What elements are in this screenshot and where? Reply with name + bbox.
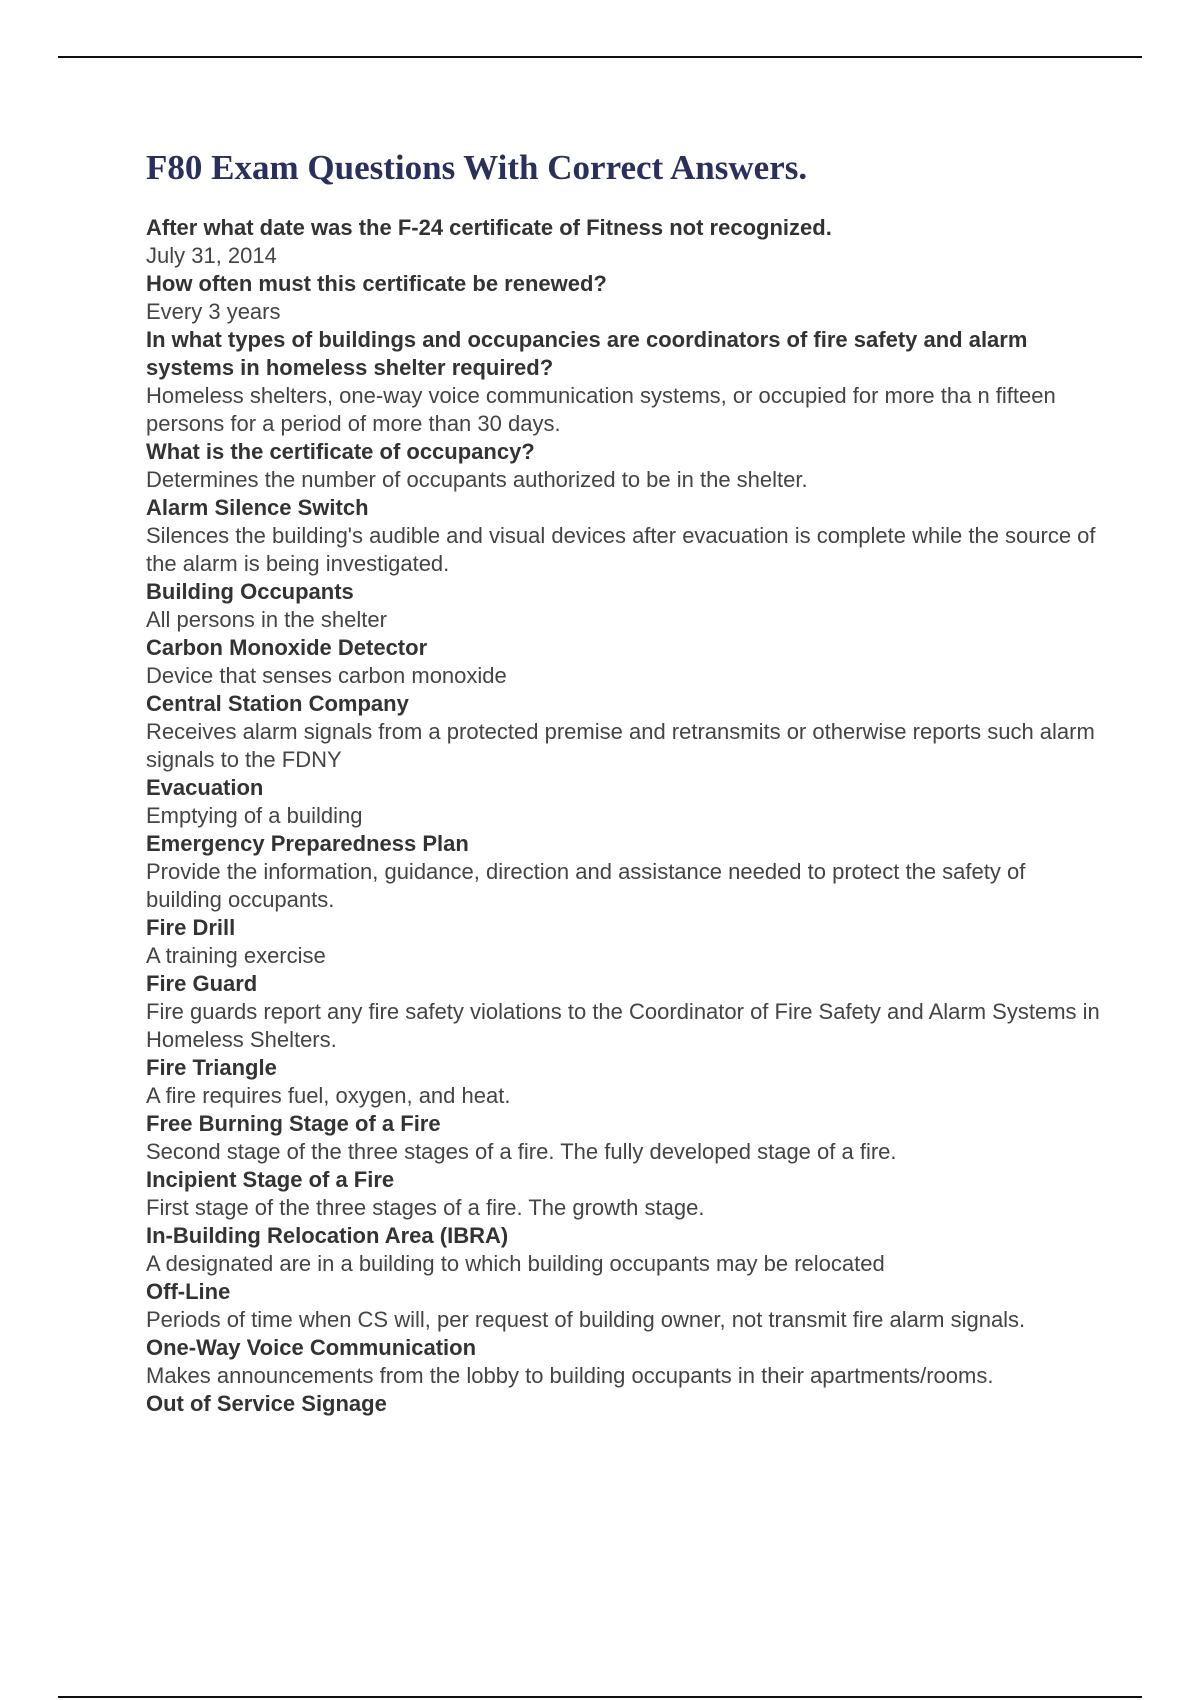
answer-definition: A training exercise — [146, 943, 326, 968]
question-term: Alarm Silence Switch — [146, 495, 369, 520]
qa-item — [146, 494, 1106, 578]
answer-definition: Second stage of the three stages of a fire. The fully developed stage of a fire. — [146, 1139, 897, 1164]
answer-definition: Provide the information, guidance, direction and assistance needed to protect the safety of building occupants. — [146, 859, 1026, 912]
question-term: Out of Service Signage — [146, 1391, 387, 1416]
question-term: Fire Guard — [146, 971, 258, 996]
qa-item — [146, 774, 1106, 830]
question-term: Fire Triangle — [146, 1055, 277, 1080]
question-term: Incipient Stage of a Fire — [146, 1167, 395, 1192]
qa-item — [146, 270, 1106, 326]
answer-definition: Silences the building's audible and visual devices after evacuation is complete while the source of the alarm is being investigated. — [146, 523, 1096, 576]
qa-item — [146, 1334, 1106, 1390]
answer-definition: Emptying of a building — [146, 803, 363, 828]
qa-item — [146, 914, 1106, 970]
page-content — [146, 144, 1106, 1418]
question-term: How often must this certificate be renewed? — [146, 271, 607, 296]
qa-item — [146, 634, 1106, 690]
answer-definition: Determines the number of occupants authorized to be in the shelter. — [146, 467, 808, 492]
qa-item — [146, 1390, 1106, 1418]
answer-definition: Fire guards report any fire safety violations to the Coordinator of Fire Safety and Alarm Systems in Homeless Shelters. — [146, 999, 1100, 1052]
page-title: F80 Exam Questions With Correct Answers. — [146, 148, 808, 187]
question-term: What is the certificate of occupancy? — [146, 439, 535, 464]
qa-item — [146, 1222, 1106, 1278]
qa-item — [146, 326, 1106, 438]
question-term: Evacuation — [146, 775, 264, 800]
answer-definition: Every 3 years — [146, 299, 281, 324]
answer-definition: Periods of time when CS will, per request of building owner, not transmit fire alarm signals. — [146, 1307, 1026, 1332]
answer-definition: Makes announcements from the lobby to building occupants in their apartments/rooms. — [146, 1363, 994, 1388]
qa-item — [146, 970, 1106, 1054]
qa-item — [146, 214, 1106, 270]
qa-item — [146, 830, 1106, 914]
question-term: Off-Line — [146, 1279, 231, 1304]
question-term: After what date was the F-24 certificate of Fitness not recognized. — [146, 215, 832, 240]
qa-list — [146, 214, 1106, 1418]
answer-definition: A fire requires fuel, oxygen, and heat. — [146, 1083, 511, 1108]
answer-definition: Device that senses carbon monoxide — [146, 663, 507, 688]
question-term: One-Way Voice Communication — [146, 1335, 477, 1360]
qa-item — [146, 690, 1106, 774]
answer-definition: Receives alarm signals from a protected premise and retransmits or otherwise reports such alarm signals to the FDNY — [146, 719, 1095, 772]
question-term: In-Building Relocation Area (IBRA) — [146, 1223, 509, 1248]
qa-item — [146, 1054, 1106, 1110]
top-rule — [58, 56, 1142, 58]
question-term: Fire Drill — [146, 915, 236, 940]
qa-item — [146, 578, 1106, 634]
question-term: Central Station Company — [146, 691, 409, 716]
answer-definition: All persons in the shelter — [146, 607, 387, 632]
answer-definition: First stage of the three stages of a fire. The growth stage. — [146, 1195, 705, 1220]
question-term: In what types of buildings and occupancies are coordinators of fire safety and alarm systems in homeless shelter required? — [146, 327, 1028, 380]
bottom-rule — [58, 1696, 1142, 1698]
question-term: Emergency Preparedness Plan — [146, 831, 469, 856]
qa-item — [146, 1166, 1106, 1222]
qa-item — [146, 1110, 1106, 1166]
answer-definition: A designated are in a building to which building occupants may be relocated — [146, 1251, 885, 1276]
qa-item — [146, 438, 1106, 494]
question-term: Carbon Monoxide Detector — [146, 635, 428, 660]
question-term: Building Occupants — [146, 579, 354, 604]
answer-definition: Homeless shelters, one-way voice communication systems, or occupied for more tha n fifteen persons for a period of more than 30 days. — [146, 383, 1056, 436]
question-term: Free Burning Stage of a Fire — [146, 1111, 441, 1136]
qa-item — [146, 1278, 1106, 1334]
answer-definition: July 31, 2014 — [146, 243, 277, 268]
